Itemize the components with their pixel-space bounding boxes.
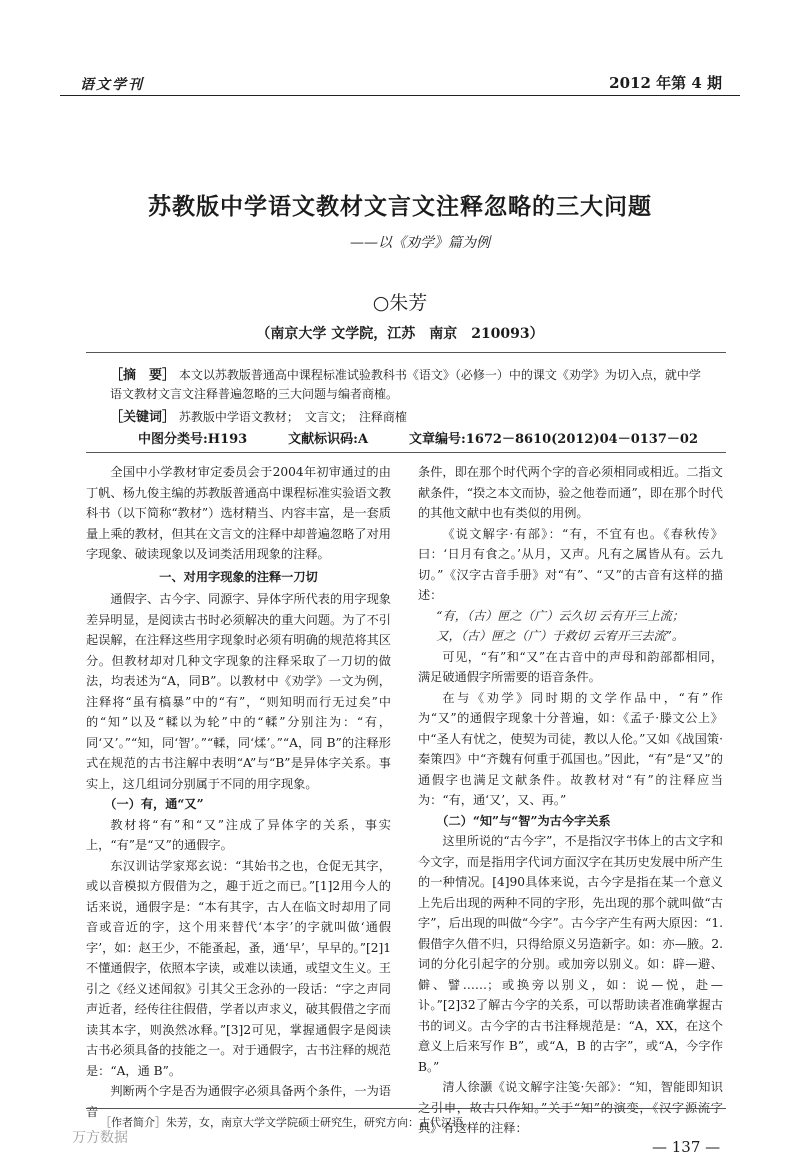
section-heading: （一）有，通“又” [104,797,204,811]
page-number: — 137 — [652,1138,721,1156]
abstract-bottom-rule [86,452,726,453]
body-paragraph: 条件，即在那个时代两个字的音必须相同或相近。二指文献条件，“揆之本文而协，验之他卷而通”，即在那个时代的其他文献中也有类似的用例。 [418,465,723,520]
body-paragraph: “有，（古）匣之（广）云久切 云有开三上流； [436,608,685,623]
journal-name: 语文学刊 [80,77,144,93]
classification-line [138,428,698,447]
author-footnote: ［作者简介］朱芳，女，南京大学文学院硕士研究生，研究方向：古代汉语。 [100,1116,474,1129]
body-paragraph: 在与《劝学》同时期的文学作品中，“有”作为“又”的通假字现象十分普遍，如：《孟子·滕文公上》中“圣人有忧之，使契为司徒，教以人伦。”又如《战国策·秦策四》中“齐魏有何重于孤国也。”因此，“有”是“又”的通假字也满足文献条件。故教材对“有”的注释应当为：“有，通‘又’，又、再。” [418,690,723,807]
footnote-rule [86,1108,726,1109]
watermark: 万方数据 [72,1130,128,1146]
header-rule [60,95,740,96]
article-number: 文章编号:1672－8610(2012)04－0137－02 [408,432,698,447]
body-paragraph: 通假字、古今字、同源字、异体字所代表的用字现象差异明显，是阅读古书时必须解决的重大问题。为了不引起误解，在注释这些用字现象时必须有明确的规范将其区分。但教材却对几种文字现象的注释采取了一刀切的做法，均表述为“A，同B”。以教材中《劝学》一文为例，注释将“虽有槁暴”中的“有”，“则知明而行无过矣”中的“知”以及“輮以为轮”中的“輮”分别注为：“有，同‘又’。”“知，同‘智’。”“輮，同‘煣’。”“A，同 B”的注释形式在规范的古书注解中表明“A”与“B”是异体字关系。事实上，这几组词分别属于不同的用字现象。 [86,592,391,791]
section-heading: 一、对用字现象的注释一刀切 [159,569,318,584]
author-affiliation: （南京大学 文学院，江苏 南京 210093） [256,326,544,342]
left-column [86,462,391,1122]
body-paragraph: 又，（古）匣之（广）于救切 云宥开三去流”。 [436,629,685,643]
body-paragraph: 清人徐灏《说文解字注笺·矢部》：“知，智能即知识之引申，故古只作知。”关于“知”的演变，《汉字源流字典》有这样的注释： [418,1080,723,1135]
right-column [418,462,723,1139]
keywords-text: 苏教版中学语文教材； 文言文； 注释商榷 [178,410,407,424]
abstract-label: ［摘 要］ [110,368,176,383]
abstract-top-rule [86,352,726,353]
body-paragraph: 东汉训诂学家郑玄说：“其始书之也，仓促无其字，或以音模拟方假借为之，趣于近之而已。”[1]2用今人的话来说，通假字是：“本有其字，古人在临文时却用了同音或音近的字，这个用来替代‘本字’的字就叫做‘通假字’，如：赵王少，不能蚤起，蚤，通‘早’，早早的。”[2]1不懂通假字，依照本字读，或难以读通，或望文生义。王引之《经义述闻叙》引其父王念孙的一段话：“字之声同声近者，经传往往假借，学者以声求义，破其假借之字而读其本字，则涣然冰释。”[3]2可见，掌握通假字是阅读古书必须具备的技能之一。对于通假字，古书注释的规范是：“A，通 B”。 [86,858,391,1078]
clc-number: 中图分类号:H193 [138,432,248,447]
article-title: 苏教版中学语文教材文言文注释忽略的三大问题 [148,193,652,220]
issue-label: 2012 年第 4 期 [609,74,722,92]
author-name: ○朱芳 [372,292,428,314]
keywords [110,408,710,427]
running-header [60,70,740,96]
body-paragraph: 《说文解字·有部》：“有，不宜有也。《春秋传》曰：‘日月有食之。’从月，又声。凡有之属皆从有。云九切。”《汉字古音手册》对“有”、“又”的古音有这样的描述： [418,526,723,602]
body-paragraph: 教材将“有”和“又”注成了异体字的关系，事实上，“有”是“又”的通假字。 [86,817,391,852]
body-paragraph: 这里所说的“古今字”，不是指汉字书体上的古文字和今文字，而是指用字代词方面汉字在其历史发展中所产生的一种情况。[4]90具体来说，古今字是指在某一个意义上先后出现的两种不同的字形，先出现的那个就叫做“古字”，后出现的叫做“今字”。古今字产生有两大原因：“1. 假借字久借不归，只得给原义另造新字。如：亦—腋。2. 词的分化引起字的分别。或加旁以别义。如：辟—避、僻、譬……；或换旁以别义，如：说—悦，赴—讣。”[2]32了解古今字的关系，可以帮助读者准确掌握古书的词义。古今字的古书注释规范是：“A，XX，在这个意义上后来写作 B”，或“A，B 的古字”，或“A，今字作 B。” [418,834,723,1074]
abstract-text: 本文以苏教版普通高中课程标准试验教科书《语文》（必修一）中的课文《劝学》为切入点，就中学语文教材文言文注释普遍忽略的三大问题与编者商榷。 [110,368,701,401]
abstract [110,366,710,404]
article-subtitle: ——以《劝学》篇为例 [350,235,490,251]
document-code: 文献标识码:A [288,432,369,447]
body-paragraph: 全国中小学教材审定委员会于2004年初审通过的由丁帆、杨九俊主编的苏教版普通高中课程标准实验语文教科书（以下简称“教材”）选材精当、内容丰富，是一套质量上乘的教材，但其在文言文的注释中却普遍忽略了对用字现象、破读现象以及词类活用现象的注释。 [86,465,391,561]
keywords-label: ［关键词］ [110,410,176,425]
section-heading: （二）“知”与“智”为古今字关系 [436,813,611,828]
body-paragraph: 可见，“有”和“又”在古音中的声母和韵部都相同，满足破通假字所需要的语音条件。 [418,649,723,684]
body-paragraph: 判断两个字是否为通假字必须具备两个条件，一为语音 [86,1084,391,1119]
